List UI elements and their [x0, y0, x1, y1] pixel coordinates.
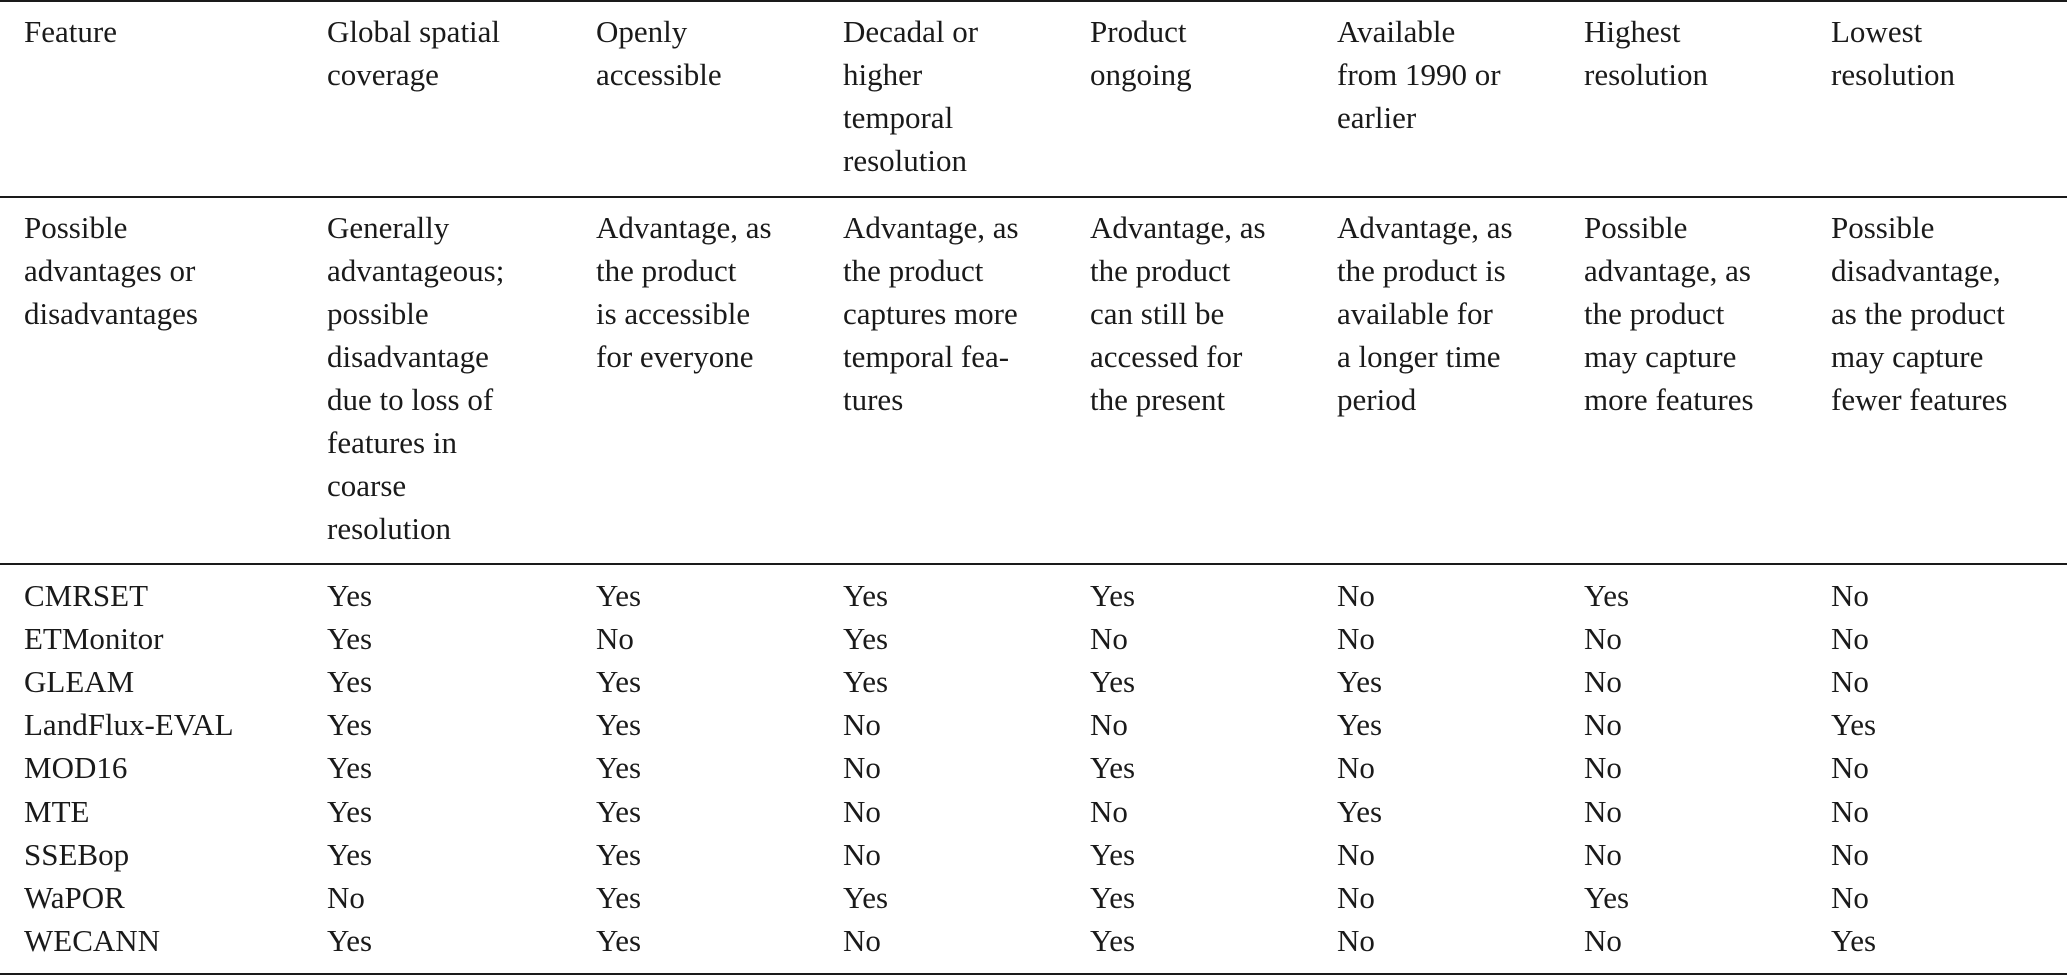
- table-cell: No: [1090, 707, 1128, 742]
- table-cell: Yes: [1831, 923, 1877, 958]
- header-cell: Lowest resolution: [1831, 14, 1955, 92]
- table-cell: Yes: [596, 578, 642, 613]
- advantages-cell: Advantage, as the product is available for a longer time period: [1337, 210, 1513, 417]
- table-cell: Yes: [327, 664, 373, 699]
- table-cell: No: [1584, 664, 1622, 699]
- table-cell: Yes: [596, 880, 642, 915]
- header-cell: Feature: [24, 14, 117, 49]
- header-cell: Decadal or higher temporal resolution: [843, 14, 979, 178]
- table-cell: No: [843, 923, 881, 958]
- table-cell: Yes: [596, 750, 642, 785]
- table-cell: No: [1831, 750, 1869, 785]
- table-cell: No: [1831, 880, 1869, 915]
- advantages-cell: Advantage, as the product is accessible for everyone: [596, 210, 772, 374]
- table-cell: No: [1831, 578, 1869, 613]
- table-cell: Yes: [1337, 664, 1383, 699]
- table-cell: Yes: [1337, 794, 1383, 829]
- table-cell: Yes: [327, 923, 373, 958]
- table-cell: No: [327, 880, 365, 915]
- table-cell: No: [1337, 578, 1375, 613]
- header-cell: Openly accessible: [596, 14, 722, 92]
- table-cell: No: [1337, 880, 1375, 915]
- table-cell: No: [843, 794, 881, 829]
- product-name-cell: WECANN: [24, 923, 161, 958]
- advantages-cell: Advantage, as the product can still be accessed for the present: [1090, 210, 1266, 417]
- advantages-cell: Advantage, as the product captures more temporal fea- tures: [843, 210, 1019, 417]
- table-cell: No: [1337, 750, 1375, 785]
- table-cell: Yes: [843, 578, 889, 613]
- table-cell: No: [596, 621, 634, 656]
- table-cell: Yes: [327, 750, 373, 785]
- table-cell: Yes: [1090, 664, 1136, 699]
- table-cell: Yes: [327, 794, 373, 829]
- header-rule: [0, 196, 2067, 198]
- table-cell: Yes: [1090, 923, 1136, 958]
- advantages-rule: [0, 563, 2067, 565]
- table-cell: Yes: [596, 664, 642, 699]
- product-name-cell: MOD16: [24, 750, 128, 785]
- table-cell: No: [843, 750, 881, 785]
- header-cell: Highest resolution: [1584, 14, 1708, 92]
- advantages-cell: Generally advantageous; possible disadvantage due to loss of features in coarse resolution: [327, 210, 505, 546]
- table-cell: No: [1831, 837, 1869, 872]
- table-cell: Yes: [1584, 880, 1630, 915]
- table-cell: Yes: [327, 837, 373, 872]
- table-cell: No: [1090, 621, 1128, 656]
- table-cell: Yes: [596, 923, 642, 958]
- table-cell: No: [1584, 794, 1622, 829]
- table-cell: No: [1337, 837, 1375, 872]
- advantages-cell: Possible advantages or disadvantages: [24, 210, 198, 331]
- table-cell: No: [1831, 664, 1869, 699]
- table-cell: Yes: [1090, 880, 1136, 915]
- table-cell: No: [843, 707, 881, 742]
- table-cell: No: [843, 837, 881, 872]
- product-name-cell: MTE: [24, 794, 90, 829]
- header-cell: Available from 1990 or earlier: [1337, 14, 1501, 135]
- table-cell: Yes: [843, 664, 889, 699]
- table-cell: No: [1831, 794, 1869, 829]
- product-name-cell: WaPOR: [24, 880, 125, 915]
- bottom-rule: [0, 973, 2067, 975]
- table-cell: No: [1337, 621, 1375, 656]
- table-cell: Yes: [1090, 750, 1136, 785]
- table-cell: Yes: [596, 707, 642, 742]
- advantages-cell: Possible disadvantage, as the product may capture fewer features: [1831, 210, 2008, 417]
- table-cell: Yes: [596, 837, 642, 872]
- table-cell: Yes: [596, 794, 642, 829]
- table-cell: Yes: [1090, 578, 1136, 613]
- table-cell: Yes: [843, 621, 889, 656]
- table-cell: No: [1090, 794, 1128, 829]
- table-cell: No: [1584, 923, 1622, 958]
- table-cell: Yes: [327, 578, 373, 613]
- product-name-cell: ETMonitor: [24, 621, 164, 656]
- header-cell: Global spatial coverage: [327, 14, 501, 92]
- top-rule: [0, 0, 2067, 2]
- table-cell: No: [1584, 750, 1622, 785]
- product-name-cell: CMRSET: [24, 578, 149, 613]
- table-cell: Yes: [327, 707, 373, 742]
- table-cell: Yes: [843, 880, 889, 915]
- header-cell: Product ongoing: [1090, 14, 1192, 92]
- table-cell: No: [1584, 837, 1622, 872]
- table-cell: Yes: [1337, 707, 1383, 742]
- table-cell: Yes: [1090, 837, 1136, 872]
- product-name-cell: SSEBop: [24, 837, 130, 872]
- table-cell: Yes: [1584, 578, 1630, 613]
- table-cell: No: [1584, 621, 1622, 656]
- table-cell: Yes: [327, 621, 373, 656]
- table-cell: Yes: [1831, 707, 1877, 742]
- product-name-cell: LandFlux-EVAL: [24, 707, 234, 742]
- table-cell: No: [1584, 707, 1622, 742]
- table-cell: No: [1831, 621, 1869, 656]
- advantages-cell: Possible advantage, as the product may capture more features: [1584, 210, 1754, 417]
- product-name-cell: GLEAM: [24, 664, 135, 699]
- table-cell: No: [1337, 923, 1375, 958]
